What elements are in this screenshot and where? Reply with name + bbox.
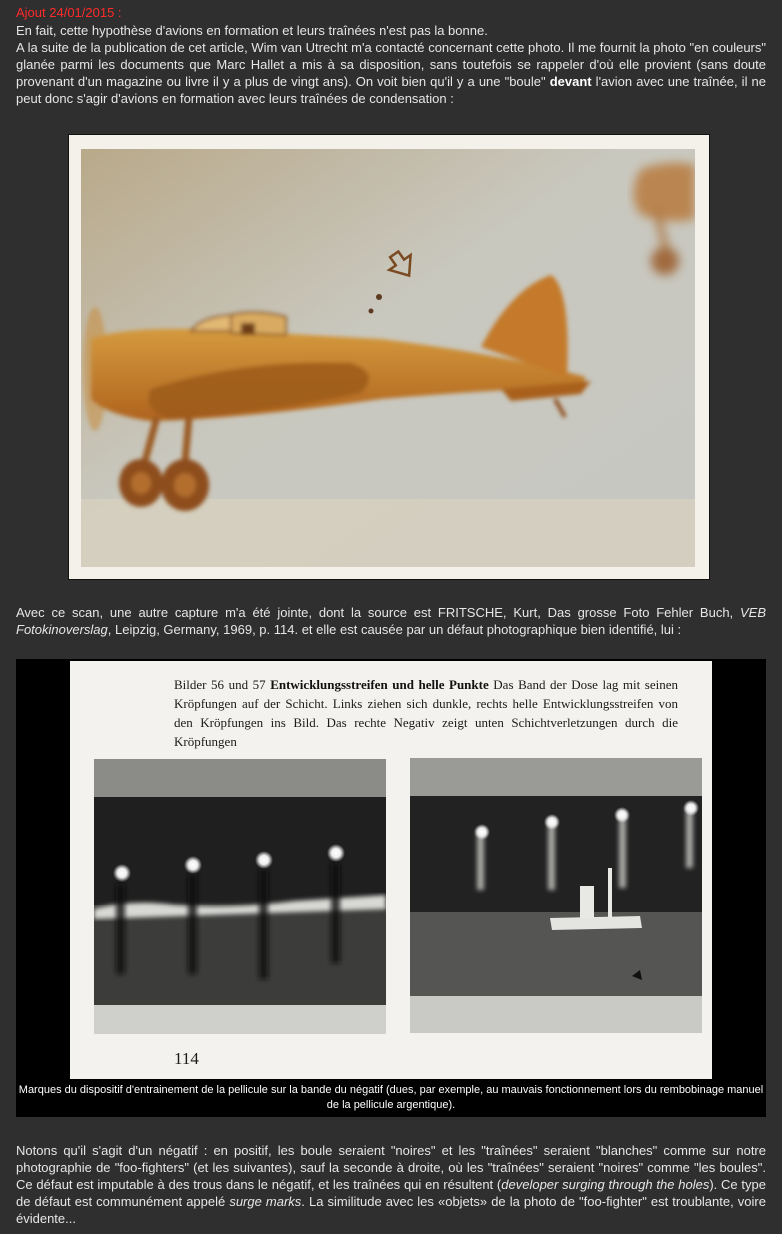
intro-paragraph: En fait, cette hypothèse d'avions en formation et leurs traînées n'est pas la bonne. — [16, 23, 488, 38]
conclusion-part-2: ). Ce type de défaut est communément appelé — [16, 1177, 766, 1209]
colour-airplane-photo — [68, 134, 710, 580]
conclusion-italic-2: surge marks — [229, 1194, 302, 1209]
scan-heading-prefix: Bilder 56 und 57 — [174, 677, 271, 692]
wim-paragraph-end: l'avion avec une traînée, il ne peut donc s'agir d'avions en formation avec leurs traînées de condensation : — [16, 74, 766, 106]
negative-right-image — [410, 758, 702, 1033]
airplane-photo-image — [81, 149, 695, 567]
conclusion-paragraph — [16, 1142, 766, 1227]
negative-left-image — [94, 759, 386, 1034]
wim-paragraph — [16, 39, 766, 107]
page-number: 114 — [174, 1049, 199, 1068]
conclusion-part-1: Notons qu'il s'agit d'un négatif : en positif, les boule seraient "noires" et les "traînées" seraient "blanches" comme sur notre photographie de "foo-fighters" (et les suivantes), sauf la seconde à droite, où les "traînées" seraient "noires" comme "les boules". Ce défaut est imputable à des trous dans le négatif, et les traînées qui en résultent ( — [16, 1143, 766, 1192]
book-scan-figure — [16, 659, 766, 1117]
wim-paragraph-start: A la suite de la publication de cet article, Wim van Utrecht m'a contacté concernant cette photo. Il me fournit la photo "en couleurs" glanée parmi les documents que Marc Hallet a mis à sa disposition, sans toutefois se rappeler d'où elle provient (sans doute provenant d'un magazine ou livre il y a plus de vingt ans). On voit bien qu'il y a une "boule" — [16, 40, 766, 89]
update-date: Ajout 24/01/2015 : — [16, 5, 122, 20]
scan-text — [174, 675, 678, 751]
conclusion-part-3: . La similitude avec les «objets» de la photo de "foo-fighter" est troublante, voire évidente... — [16, 1194, 766, 1226]
source-paragraph-italic: VEB Fotokinoverslag — [16, 605, 766, 637]
source-paragraph-end: , Leipzig, Germany, 1969, p. 114. et elle est causée par un défaut photographique bien identifié, lui : — [107, 622, 682, 637]
scan-body: Das Band der Dose lag mit seinen Kröpfungen auf der Schicht. Links ziehen sich dunkle, rechts helle Entwicklungsstreifen von den Kröpfungen ins Bild. Das rechte Negativ zeigt unten Schichtverletzungen durch die Kröpfungen — [174, 677, 678, 749]
source-paragraph — [16, 604, 766, 638]
source-paragraph-start: Avec ce scan, une autre capture m'a été jointe, dont la source est FRITSCHE, Kurt, Das grosse Foto Fehler Buch, — [16, 605, 740, 620]
conclusion-italic-1: developer surging through the holes — [501, 1177, 710, 1192]
wim-paragraph-bold: devant — [549, 74, 592, 89]
scan-heading-bold: Entwicklungsstreifen und helle Punkte — [270, 677, 489, 692]
scan-caption: Marques du dispositif d'entrainement de la pellicule sur la bande du négatif (dues, par exemple, au mauvais fonctionnement lors du rembobinage manuel de la pellicule argentique). — [18, 1084, 764, 1111]
book-scan-page — [70, 661, 712, 1079]
